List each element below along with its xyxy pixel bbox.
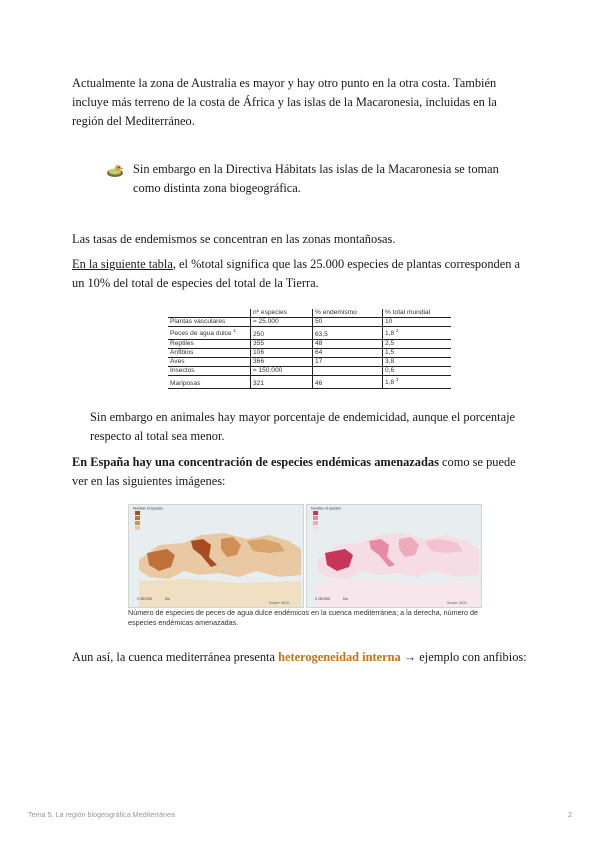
table-cell: 1,5: [383, 348, 452, 357]
heterogeneity-highlight: heterogeneidad interna: [278, 650, 401, 664]
table-cell: Aves: [168, 357, 251, 366]
scale-label-left: 0 250 500: [137, 597, 153, 601]
table-cell: 1,8 $^2$: [383, 327, 452, 339]
footnote-mark: 2: [396, 328, 399, 334]
table-cell: 250: [251, 327, 313, 339]
table-cell: Insectos: [168, 367, 251, 376]
map-endemic-freshwater-fish: [128, 504, 304, 608]
table-header-cell: % total mundial: [383, 309, 452, 318]
table-header-row: [168, 309, 451, 318]
map-source-left: Source: IUCN: [269, 601, 289, 605]
page-number: 2: [568, 810, 572, 819]
heterogeneity-before: Aun así, la cuenca mediterránea presenta: [72, 650, 279, 664]
table-cell: 46: [313, 376, 383, 388]
table-header-cell: [168, 309, 251, 318]
table-cell: Peces de agua dulce $^1$: [168, 327, 251, 339]
paragraph-animals: Sin embargo en animales hay mayor porcentaje de endemicidad, aunque el porcentaje respecto al total sea menor.: [90, 410, 516, 443]
legend-title-left: Number of species: [133, 506, 163, 511]
heterogeneity-after: → ejemplo con anfibios:: [400, 650, 527, 664]
table-cell: 63,5: [313, 327, 383, 339]
table-row: [168, 376, 451, 388]
table-cell: 50: [313, 318, 383, 327]
endemism-table: [168, 309, 451, 389]
table-cell: [313, 367, 383, 376]
table-row: [168, 339, 451, 348]
table-intro-rest: , el %total significa que las 25.000 especies de plantas corresponden a un 10% del total de especies del total de la Tierra.: [72, 257, 520, 290]
page-footer: [28, 810, 572, 819]
table-cell: 366: [251, 357, 313, 366]
spain-bold-text: En España hay una concentración de especies endémicas amenazadas: [72, 455, 439, 469]
table-cell: Anfibios: [168, 348, 251, 357]
legend-title-right: Number of species: [311, 506, 341, 511]
paragraph-heterogeneity: [72, 648, 530, 667]
footnote-mark: 3: [396, 377, 399, 383]
table-cell: 48: [313, 339, 383, 348]
spain-rest-text: como se puede ver en las siguientes imágenes:: [72, 455, 516, 488]
scale-label-right: 0 250 500: [315, 597, 331, 601]
table-cell: Plantas vasculares: [168, 318, 251, 327]
footer-title: Tema 5. La región biogeográfica Mediterránea: [28, 810, 176, 819]
table-cell: 106: [251, 348, 313, 357]
table-row: [168, 367, 451, 376]
table-link-text: En la siguiente tabla: [72, 257, 173, 271]
paragraph-australia: Actualmente la zona de Australia es mayor y hay otro punto en la otra costa. También incluye más terreno de la costa de África y las islas de la Macaronesia, incluidas en la región del Mediterráneo.: [72, 76, 497, 128]
paragraph-table-intro: [72, 255, 530, 293]
map-figures: [128, 504, 479, 606]
table-cell: 10: [383, 318, 452, 327]
table-cell: 64: [313, 348, 383, 357]
table-row: [168, 348, 451, 357]
paragraph-spain: [72, 453, 530, 491]
map-threatened-endemic-fish: [306, 504, 482, 608]
footnote-mark: 1: [233, 328, 236, 334]
table-row: [168, 357, 451, 366]
table-cell: Mariposas: [168, 376, 251, 388]
scale-unit-left: Km: [165, 597, 171, 601]
scale-unit-right: Km: [343, 597, 349, 601]
table-row: [168, 318, 451, 327]
table-cell: ≈ 150.000: [251, 367, 313, 376]
table-cell: 17: [313, 357, 383, 366]
table-cell: 3,8: [383, 357, 452, 366]
table-header-cell: % endemismo: [313, 309, 383, 318]
table-cell: 2,5: [383, 339, 452, 348]
table-row: [168, 327, 451, 339]
table-cell: ≈ 25.000: [251, 318, 313, 327]
table-cell: 355: [251, 339, 313, 348]
table-cell: 321: [251, 376, 313, 388]
map-caption: Número de especies de peces de agua dulce endémicos en la cuenca mediterránea; a la derecha, número de especies endémicas amenazadas.: [128, 608, 479, 627]
map-source-right: Source: IUCN: [447, 601, 467, 605]
bird-nest-icon: [106, 162, 124, 178]
table-header-cell: nº especies: [251, 309, 313, 318]
table-cell: 0,6: [383, 367, 452, 376]
paragraph-endemism-mountains: Las tasas de endemismos se concentran en las zonas montañosas.: [72, 232, 396, 246]
table-cell: 1,8 $^3$: [383, 376, 452, 388]
note-text: Sin embargo en la Directiva Hábitats las islas de la Macaronesia se toman como distinta zona biogeográfica.: [133, 162, 499, 195]
table-cell: Reptiles: [168, 339, 251, 348]
